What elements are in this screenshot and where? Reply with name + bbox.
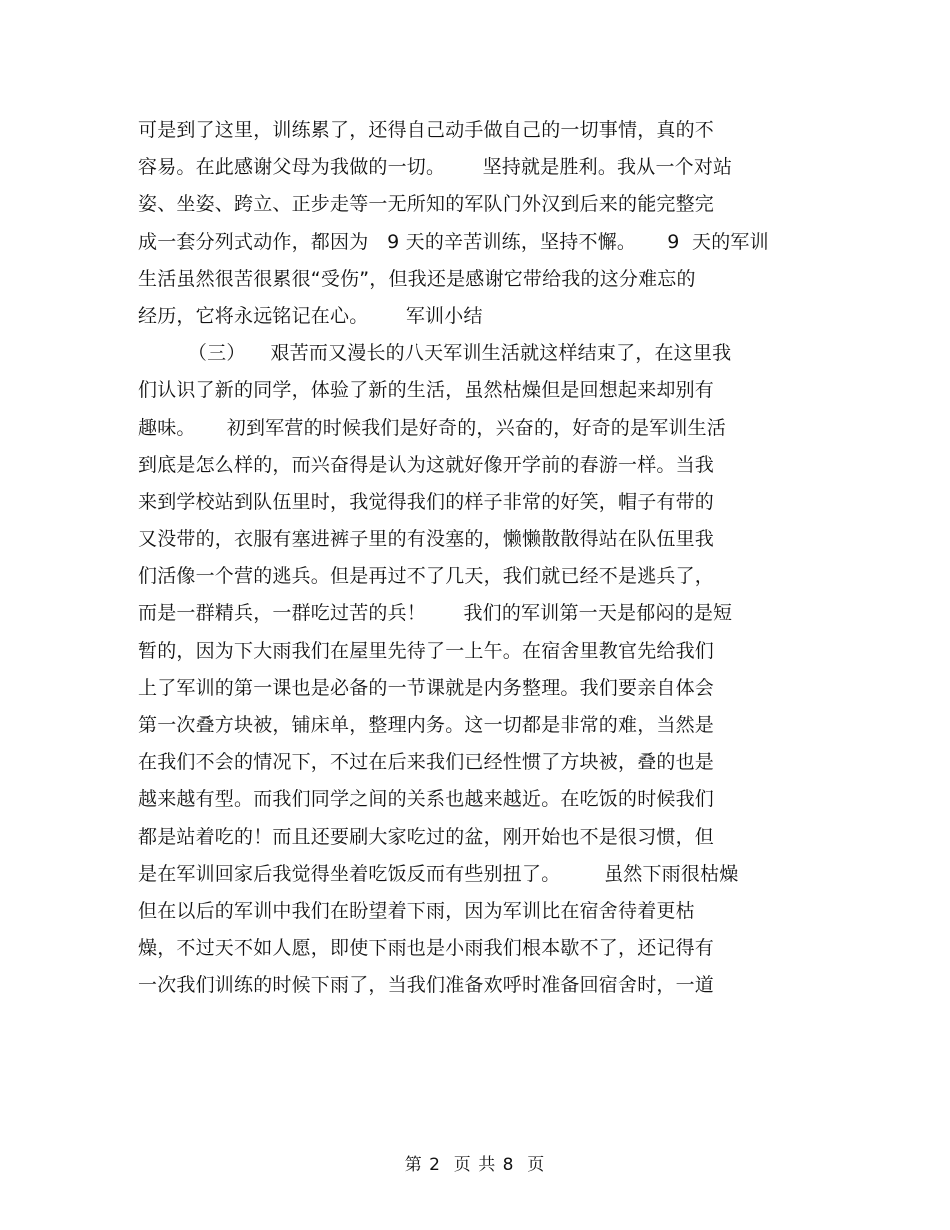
text-line: 可是到了这里，训练累了，还得自己动手做自己的一切事情，真的不 [138, 119, 715, 141]
text-line: 越来越有型。而我们同学之间的关系也越来越近。在吃饭的时候我们 [138, 788, 715, 811]
text-line: 但在以后的军训中我们在盼望着下雨，因为军训比在宿舍待着更枯 [138, 899, 695, 922]
text-line: 容易。在此感谢父母为我做的一切。 坚持就是胜利。我从一个对站 [138, 156, 733, 179]
text-line: 到底是怎么样的，而兴奋得是认为这就好像开学前的春游一样。当我 [138, 453, 715, 476]
text-line: 燥，不过天不如人愿，即使下雨也是小雨我们根本歇不了，还记得有 [138, 937, 715, 960]
text-line: 暂的，因为下大雨我们在屋里先待了一上午。在宿舍里教官先给我们 [138, 639, 715, 662]
page-number-footer: 第 2 页 共 8 页 [404, 1155, 546, 1175]
text-line: 经历，它将永远铭记在心。 军训小结 [138, 304, 483, 327]
body-text [138, 112, 828, 1005]
text-line: 在我们不会的情况下，不过在后来我们已经性惯了方块被，叠的也是 [138, 751, 715, 774]
text-line: 第一次叠方块被，铺床单，整理内务。这一切都是非常的难，当然是 [138, 714, 715, 736]
text-line: 一次我们训练的时候下雨了，当我们准备欢呼时准备回宿舍时，一道 [138, 974, 715, 997]
text-line: 们活像一个营的逃兵。但是再过不了几天，我们就已经不是逃兵了， [138, 565, 715, 588]
text-line: 成一套分列式动作，都因为 9 天的辛苦训练，坚持不懈。 9 天的军训 [138, 230, 769, 253]
text-line: （三） 艰苦而又漫长的八天军训生活就这样结束了，在这里我 [138, 342, 732, 365]
text-line: 姿、坐姿、跨立、正步走等一无所知的军队门外汉到后来的能完整完 [138, 193, 715, 216]
text-line: 又没带的，衣服有塞进裤子里的有没塞的，懒懒散散得站在队伍里我 [138, 528, 715, 551]
text-line: 趣味。 初到军营的时候我们是好奇的，兴奋的，好奇的是军训生活 [138, 416, 726, 439]
text-line: 们认识了新的同学，体验了新的生活，虽然枯燥但是回想起来却别有 [138, 379, 715, 402]
text-line: 而是一群精兵，一群吃过苦的兵！ 我们的军训第一天是郁闷的是短 [138, 602, 733, 625]
text-line: 是在军训回家后我觉得坐着吃饭反而有些别扭了。 虽然下雨很枯燥 [138, 862, 739, 885]
text-line: 都是站着吃的！而且还要刷大家吃过的盆，刚开始也不是很习惯，但 [138, 825, 715, 848]
text-line: 生活虽然很苦很累很“受伤”，但我还是感谢它带给我的这分难忘的 [138, 267, 696, 290]
text-line: 上了军训的第一课也是必备的一节课就是内务整理。我们要亲自体会 [138, 676, 715, 699]
text-line: 来到学校站到队伍里时，我觉得我们的样子非常的好笑，帽子有带的 [138, 490, 715, 513]
